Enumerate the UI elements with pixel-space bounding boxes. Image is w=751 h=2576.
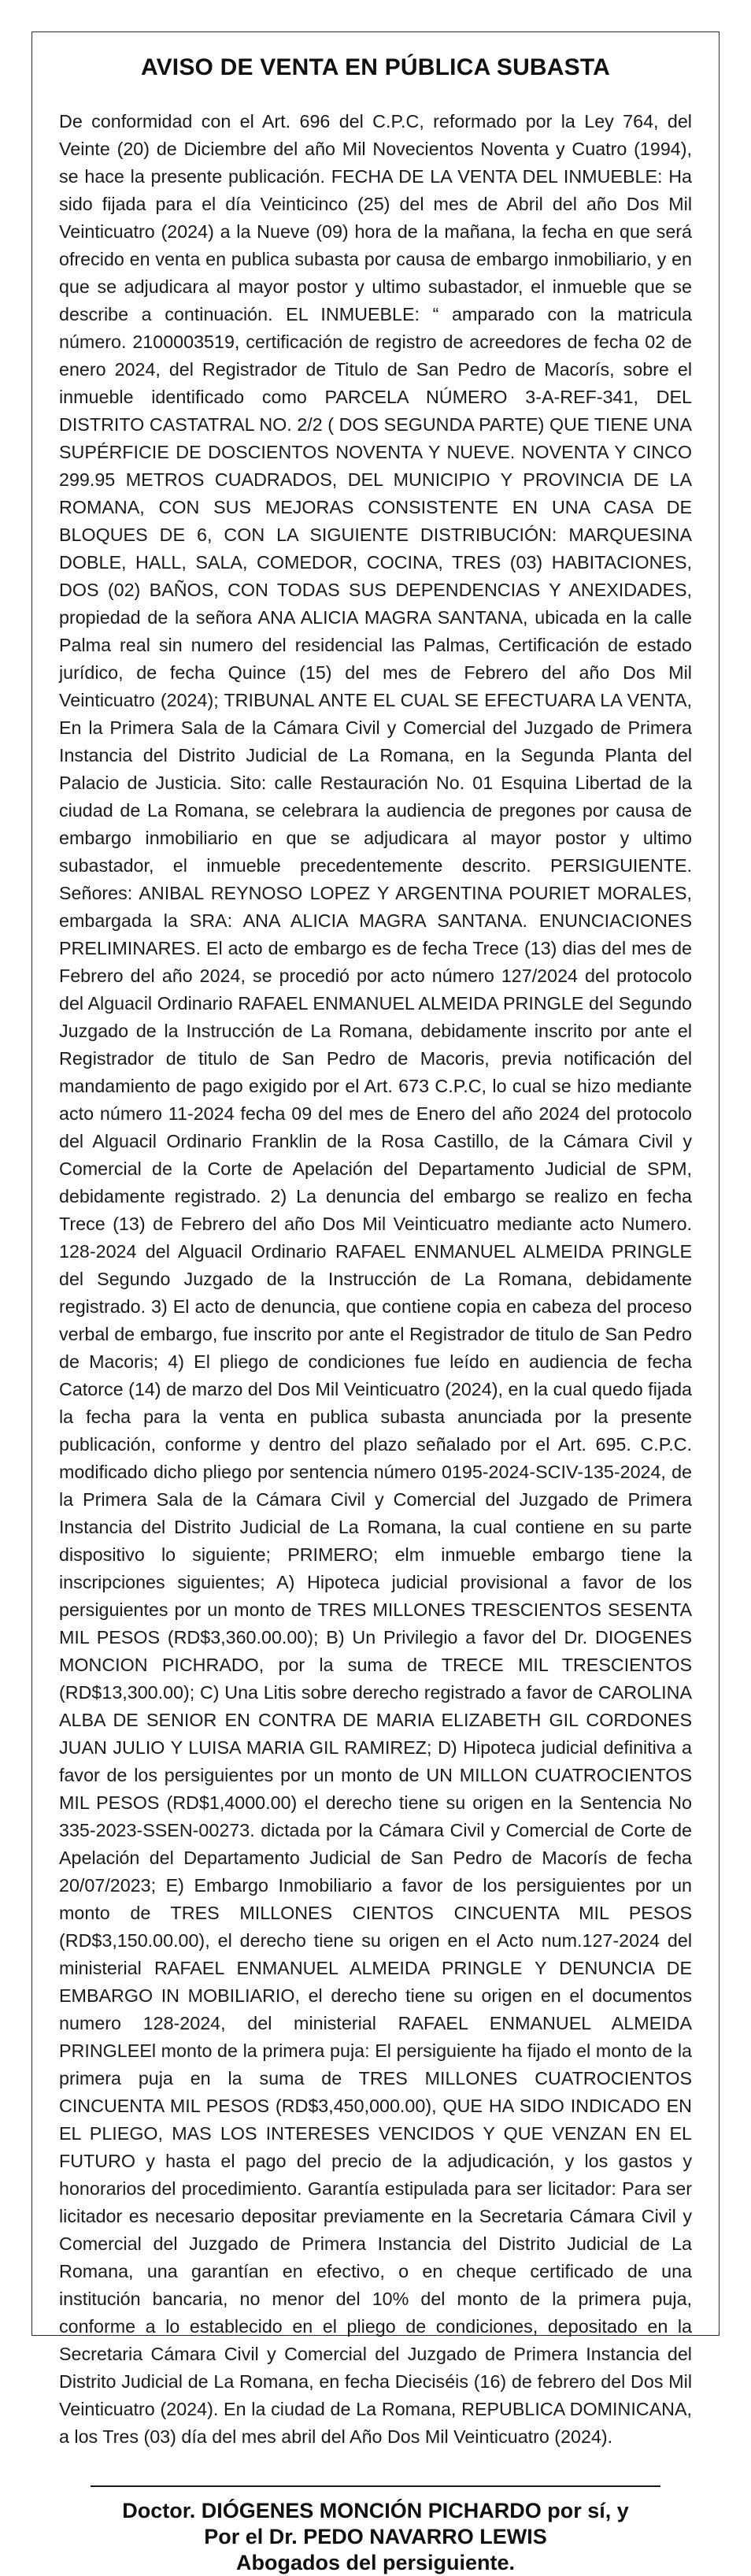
signature-line-1: Doctor. DIÓGENES MONCIÓN PICHARDO por sí, y	[122, 2499, 629, 2522]
legal-notice	[31, 32, 720, 2574]
signature-divider	[91, 2485, 660, 2487]
signature-line-2: Por el Dr. PEDO NAVARRO LEWIS	[204, 2525, 547, 2548]
signature-line-3: Abogados del persiguiente.	[235, 2551, 516, 2574]
notice-body: De conformidad con el Art. 696 del C.P.C, reformado por la Ley 764, del Veinte (20) de Diciembre del año Mil Novecientos Noventa y Cuatro (1994), se hace la presente publicación. FECHA DE LA VENTA DEL INMUEBLE: Ha sido fijada para el día Veinticinco (25) del mes de Abril del año Dos Mil Veinticuatro (2024) a la Nueve (09) hora de la mañana, la fecha en que será ofrecido en venta en publica subasta por causa de embargo inmobiliario, y en que se adjudicara al mayor postor y ultimo subastador, el inmueble que se describe a continuación. EL INMUEBLE: “ amparado con la matricula número. 2100003519, certificación de registro de acreedores de fecha 02 de enero 2024, del Registrador de Titulo de San Pedro de Macorís, sobre el inmueble identificado como PARCELA NÚMERO 3-A-REF-341, DEL DISTRITO CASTATRAL NO. 2/2 ( DOS SEGUNDA PARTE) QUE TIENE UNA SUPÉRFICIE DE DOSCIENTOS NOVENTA Y NUEVE. NOVENTA Y CINCO 299.95 METROS CUADRADOS, DEL MUNICIPIO Y PROVINCIA DE LA ROMANA, CON SUS MEJORAS CONSISTENTE EN UNA CASA DE BLOQUES DE 6, CON LA SIGUIENTE DISTRIBUCIÓN: MARQUESINA DOBLE, HALL, SALA, COMEDOR, COCINA, TRES (03) HABITACIONES, DOS (02) BAÑOS, CON TODAS SUS DEPENDENCIAS Y ANEXIDADES, propiedad de la señora ANA ALICIA MAGRA SANTANA, ubicada en la calle Palma real sin numero del residencial las Palmas, Certificación de estado jurídico, de fecha Quince (15) del mes de Febrero del año Dos Mil Veinticuatro (2024); TRIBUNAL ANTE EL CUAL SE EFECTUARA LA VENTA, En la Primera Sala de la Cámara Civil y Comercial del Juzgado de Primera Instancia del Distrito Judicial de La Romana, en la Segunda Planta del Palacio de Justicia. Sito: calle Restauración No. 01 Esquina Libertad de la ciudad de La Romana, se celebrara la audiencia de pregones por causa de embargo inmobiliario en que se adjudicara al mayor postor y ultimo subastador, el inmueble precedentemente descrito. PERSIGUIENTE. Señores: ANIBAL REYNOSO LOPEZ Y ARGENTINA POURIET MORALES, embargada la SRA: ANA ALICIA MAGRA SANTANA. ENUNCIACIONES PRELIMINARES. El acto de embargo es de fecha Trece (13) dias del mes de Febrero del año 2024, se procedió por acto número 127/2024 del protocolo del Alguacil Ordinario RAFAEL ENMANUEL ALMEIDA PRINGLE del Segundo Juzgado de la Instrucción de La Romana, debidamente inscrito por ante el Registrador de titulo de San Pedro de Macoris, previa notificación del mandamiento de pago exigido por el Art. 673 C.P.C, lo cual se hizo mediante acto número 11-2024 fecha 09 del mes de Enero del año 2024 del protocolo del Alguacil Ordinario Franklin de la Rosa Castillo, de la Cámara Civil y Comercial de la Corte de Apelación del Departamento Judicial de SPM, debidamente registrado. 2) La denuncia del embargo se realizo en fecha Trece (13) de Febrero del año Dos Mil Veinticuatro mediante acto Numero. 128-2024 del Alguacil Ordinario RAFAEL ENMANUEL ALMEIDA PRINGLE del Segundo Juzgado de la Instrucción de La Romana, debidamente registrado. 3) El acto de denuncia, que contiene copia en cabeza del proceso verbal de embargo, fue inscrito por ante el Registrador de titulo de San Pedro de Macoris; 4) El pliego de condiciones fue leído en audiencia de fecha Catorce (14) de marzo del Dos Mil Veinticuatro (2024), en la cual quedo fijada la fecha para la venta en publica subasta anunciada por la presente publicación, conforme y dentro del plazo señalado por el Art. 695. C.P.C. modificado dicho pliego por sentencia número 0195-2024-SCIV-135-2024, de la Primera Sala de la Cámara Civil y Comercial del Juzgado de Primera Instancia del Distrito Judicial de La Romana, la cual contiene en su parte dispositivo lo siguiente; PRIMERO; elm inmueble embargo tiene la inscripciones siguientes; A) Hipoteca judicial provisional a favor de los persiguientes por un monto de TRES MILLONES TRESCIENTOS SESENTA MIL PESOS (RD$3,360.00.00); B) Un Privilegio a favor del Dr. DIOGENES MONCION PICHRADO, por la suma de TRECE MIL TRESCIENTOS (RD$13,300.00); C) Una Litis sobre derecho registrado a favor de CAROLINA ALBA DE SENIOR EN CONTRA DE MARIA ELIZABETH GIL CORDONES JUAN JULIO Y LUISA MARIA GIL RAMIREZ; D) Hipoteca judicial definitiva a favor de los persiguientes por un monto de UN MILLON CUATROCIENTOS MIL PESOS (RD$1,4000.00) el derecho tiene su origen en la Sentencia No 335-2023-SSEN-00273. dictada por la Cámara Civil y Comercial de Corte de Apelación del Departamento Judicial de San Pedro de Macorís de fecha 20/07/2023; E) Embargo Inmobiliario a favor de los persiguientes por un monto de TRES MILLONES CIENTOS CINCUENTA MIL PESOS (RD$3,150.00.00), el derecho tiene su origen en el Acto num.127-2024 del ministerial RAFAEL ENMANUEL ALMEIDA PRINGLE Y DENUNCIA DE EMBARGO IN MOBILIARIO, el derecho tiene su origen en el documentos numero 128-2024, del ministerial RAFAEL ENMANUEL ALMEIDA PRINGLEEl monto de la primera puja: El persiguiente ha fijado el monto de la primera puja en la suma de TRES MILLONES CUATROCIENTOS CINCUENTA MIL PESOS (RD$3,450,000.00), QUE HA SIDO INDICADO EN EL PLIEGO, MAS LOS INTERESES VENCIDOS Y QUE VENZAN EN EL FUTURO y hasta el pago del precio de la adjudicación, y los gastos y honorarios del procedimiento. Garantía estipulada para ser licitador: Para ser licitador es necesario depositar previamente en la Secretaria Cámara Civil y Comercial del Juzgado de Primera Instancia del Distrito Judicial de La Romana, una garantían en efectivo, o en cheque certificado de una institución bancaria, no menor del 10% del monto de la primera puja, conforme a lo establecido en el pliego de condiciones, depositado en la Secretaria Cámara Civil y Comercial del Juzgado de Primera Instancia del Distrito Judicial de La Romana, en fecha Dieciséis (16) de febrero del Dos Mil Veinticuatro (2024). En la ciudad de La Romana, REPUBLICA DOMINICANA, a los Tres (03) día del mes abril del Año Dos Mil Veinticuatro (2024).	[59, 111, 692, 2447]
notice-title: AVISO DE VENTA EN PÚBLICA SUBASTA	[140, 54, 611, 80]
signature-block	[59, 2498, 692, 2576]
